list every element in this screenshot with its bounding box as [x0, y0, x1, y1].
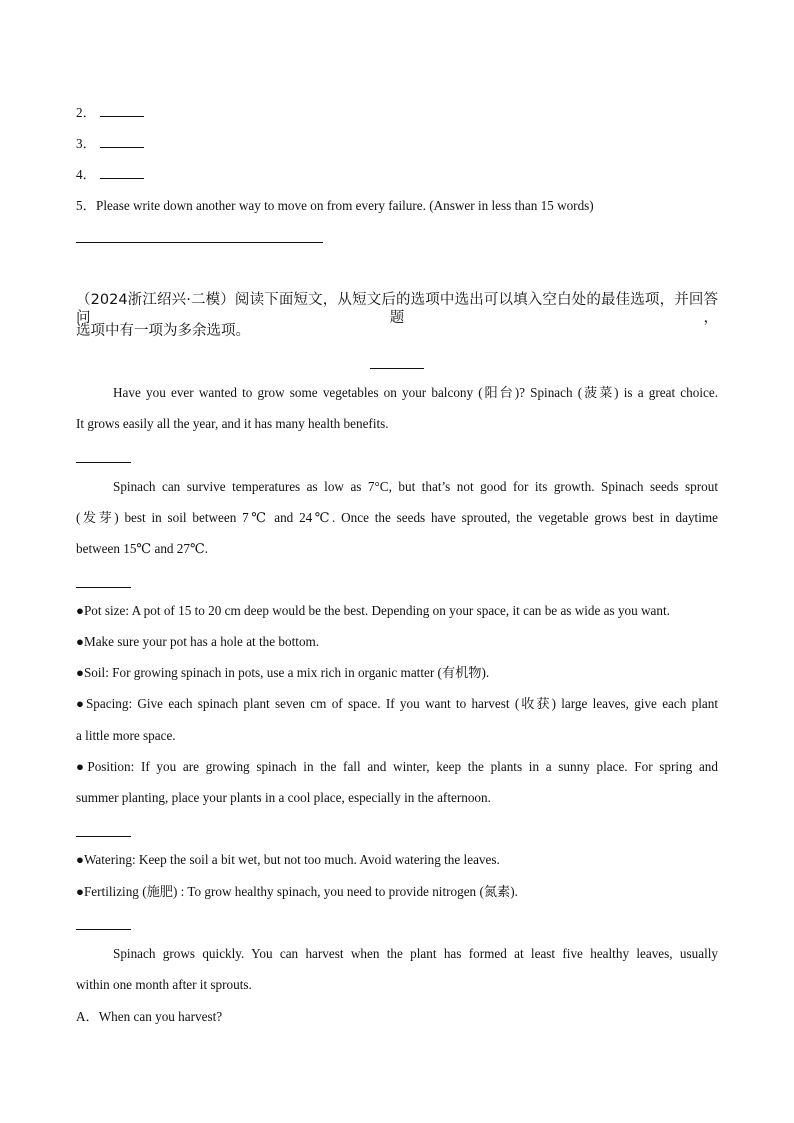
bullet-soil: ●Soil: For growing spinach in pots, use a mix rich in organic matter (有机物). — [76, 665, 490, 680]
bullet-pot-size: ●Pot size: A pot of 15 to 20 cm deep would be the best. Depending on your space, it can be as wide as you want. — [76, 603, 670, 618]
instruction-line-2: 选项中有一项为多余选项。 — [76, 323, 250, 339]
answer-blank[interactable] — [100, 166, 144, 179]
answer-blank[interactable] — [100, 104, 144, 117]
answer-number: 4． — [76, 167, 96, 182]
question-text: Please write down another way to move on from every failure. (Answer in less than 15 words) — [96, 198, 594, 213]
answer-blank[interactable] — [100, 135, 144, 148]
blank-1[interactable] — [76, 462, 131, 463]
answer-line-4 — [76, 166, 144, 184]
question-number: 5． — [76, 198, 96, 213]
paragraph-2-line-1: Spinach can survive temperatures as low as 7°C, but that’s not good for its growth. Spinach seeds sprout — [113, 479, 718, 494]
option-text: When can you harvest? — [98, 1009, 223, 1024]
bullet-watering: ●Watering: Keep the soil a bit wet, but not too much. Avoid watering the leaves. — [76, 852, 500, 867]
bullet-fertilizing: ●Fertilizing (施肥) : To grow healthy spinach, you need to provide nitrogen (氮素). — [76, 884, 518, 899]
paragraph-1-line-2: It grows easily all the year, and it has many health benefits. — [76, 416, 389, 431]
bullet-position-line-2: summer planting, place your plants in a cool place, especially in the afternoon. — [76, 790, 491, 805]
paragraph-2-line-2: (发芽) best in soil between 7℃ and 24℃. Once the seeds have sprouted, the vegetable grows best in daytime — [76, 510, 718, 525]
answer-line-q5[interactable] — [76, 242, 323, 243]
blank-4[interactable] — [76, 929, 131, 930]
option-letter: A． — [76, 1009, 99, 1024]
answer-line-3 — [76, 135, 144, 153]
instruction-line-1: （2024浙江绍兴·二模）阅读下面短文，从短文后的选项中选出可以填入空白处的最佳选项，并回答问题， — [76, 292, 718, 326]
question-5 — [76, 197, 594, 215]
bullet-spacing-line-1: ●Spacing: Give each spinach plant seven cm of space. If you want to harvest (收获) large leaves, give each plant — [76, 696, 718, 711]
paragraph-3-line-1: Spinach grows quickly. You can harvest when the plant has formed at least five healthy leaves, usually — [113, 946, 718, 961]
bullet-position-line-1: ●Position: If you are growing spinach in the fall and winter, keep the plants in a sunny place. For spring and — [76, 759, 718, 774]
paragraph-2-line-3: between 15℃ and 27℃. — [76, 541, 209, 556]
option-a[interactable] — [76, 1008, 222, 1026]
blank-3[interactable] — [76, 836, 131, 837]
paragraph-3-line-2: within one month after it sprouts. — [76, 977, 252, 992]
paragraph-1-line-1: Have you ever wanted to grow some vegetables on your balcony (阳台)? Spinach (菠菜) is a great choice. — [113, 385, 718, 400]
blank-2[interactable] — [76, 587, 131, 588]
answer-number: 3． — [76, 136, 96, 151]
answer-number: 2． — [76, 105, 96, 120]
answer-line-2 — [76, 104, 144, 122]
bullet-pot-hole: ●Make sure your pot has a hole at the bottom. — [76, 634, 320, 649]
bullet-spacing-line-2: a little more space. — [76, 728, 176, 743]
title-blank[interactable] — [370, 368, 424, 369]
